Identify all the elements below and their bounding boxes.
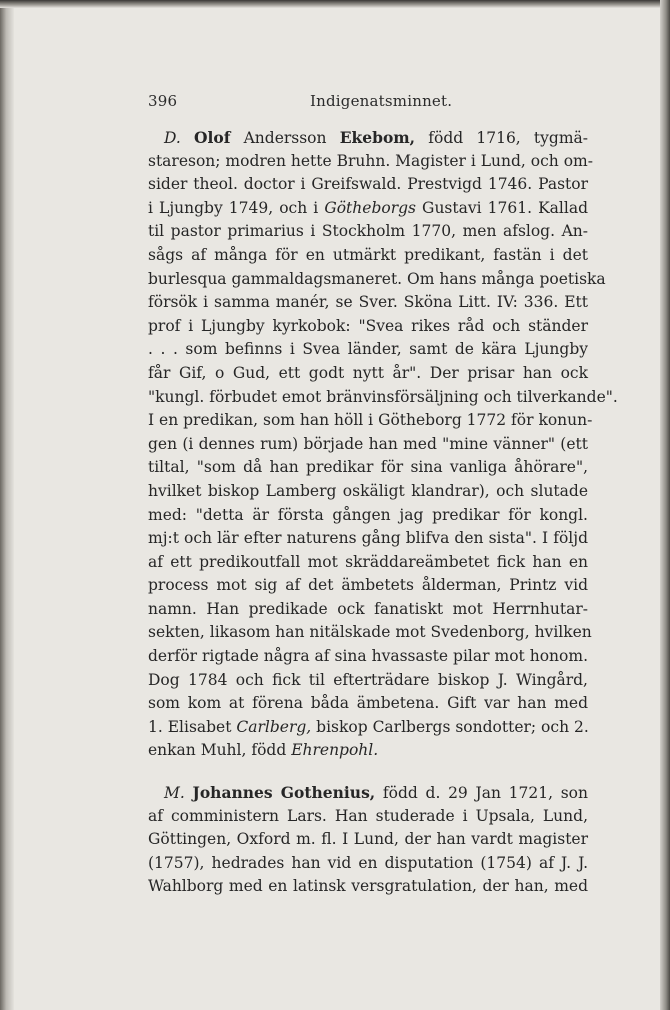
entry-johannes-gothenius (148, 781, 588, 899)
text-segment: född 1716, tygmä- (415, 129, 589, 147)
text-line (148, 291, 588, 315)
text-segment: 1. Elisabet (148, 717, 237, 736)
text-segment: Gustavi 1761. Kallad (415, 198, 588, 217)
text-segment: får Gif, o Gud, ett godt nytt år". Der prisar han ock (148, 363, 588, 382)
text-segment: af comministern Lars. Han studerade i Upsala, Lund, (148, 806, 588, 825)
text-segment: mj:t och lär efter naturens gång blifva den sista". I följd (148, 529, 588, 548)
text-segment: tiltal, "som då han predikar för sina vanliga åhörare", (148, 458, 588, 477)
text-line (148, 828, 588, 852)
italic-text: Carlberg, (236, 717, 312, 736)
text-segment: I en predikan, som han höll i Götheborg 1772 för konun- (148, 411, 593, 430)
text-line (148, 781, 588, 805)
text-segment: i Ljungby 1749, och i (148, 198, 325, 217)
page-binding-shadow (0, 0, 14, 1010)
text-segment: med: "detta är första gången jag predikar för kongl. (148, 505, 588, 524)
text-line (148, 456, 588, 480)
text-segment: enkan Muhl, född (148, 741, 292, 760)
italic-text: M. (164, 784, 193, 803)
text-segment: född d. 29 Jan 1721, son (375, 784, 588, 803)
text-line (148, 433, 588, 457)
text-line (148, 621, 592, 645)
name-bold: Olof (194, 128, 231, 147)
text-line (148, 669, 588, 693)
text-segment: sågs af många för en utmärkt predikant, fastän i det (148, 245, 588, 264)
text-line (148, 805, 588, 829)
text-segment: (1757), hedrades han vid en disputation (1754) af J. J. (148, 853, 588, 872)
page-right-edge (660, 0, 670, 1010)
text-segment: prof i Ljungby kyrkobok: "Svea rikes råd och ständer (148, 316, 588, 335)
text-segment: til pastor primarius i Stockholm 1770, men afslog. An- (148, 222, 588, 241)
text-line (148, 315, 588, 339)
text-line (148, 197, 588, 221)
text-line (148, 338, 588, 362)
text-segment: hvilket biskop Lamberg oskäligt klandrar), och slutade (148, 481, 588, 500)
text-segment: Göttingen, Oxford m. fl. I Lund, der han vardt magister (148, 830, 588, 849)
name-bold: Ekebom, (339, 128, 416, 147)
entry-olof-ekebom (148, 126, 618, 763)
text-line (148, 386, 618, 410)
text-segment: derför rigtade några af sina hvassaste pilar mot honom. (148, 647, 588, 666)
paragraph-gap (148, 763, 588, 781)
italic-text: D. (164, 129, 194, 147)
text-line (148, 739, 588, 763)
text-line (148, 480, 588, 504)
text-line (148, 126, 588, 150)
text-line (148, 220, 588, 244)
text-segment: "kungl. förbudet emot bränvinsförsäljning och tilverkande". (148, 387, 618, 406)
text-line (148, 244, 588, 268)
text-line (148, 409, 593, 433)
text-line (148, 852, 588, 876)
text-segment: stareson; modren hette Bruhn. Magister i Lund, och om- (148, 151, 593, 170)
italic-text: Götheborgs (324, 198, 416, 217)
page-body (148, 126, 618, 899)
text-segment: Wahlborg med en latinsk versgratulation, der han, med (148, 877, 588, 896)
text-line (148, 150, 593, 174)
text-segment: af ett predikoutfall mot skräddareämbetet fick han en (148, 552, 588, 571)
text-line (148, 692, 588, 716)
text-segment: försök i samma manér, se Sver. Sköna Litt. IV: 336. Ett (148, 293, 588, 312)
name-bold: Johannes Gothenius, (192, 783, 376, 803)
text-line (148, 716, 588, 740)
text-line (148, 645, 588, 669)
text-line (148, 504, 588, 528)
text-line (148, 268, 606, 292)
text-segment: Andersson (230, 129, 340, 147)
text-segment: biskop Carlbergs sondotter; och 2. (311, 717, 589, 736)
page-top-edge (0, 0, 670, 8)
italic-text: Ehrenpohl. (291, 741, 379, 760)
text-segment: burlesqua gammaldagsmaneret. Om hans många poetiska (148, 269, 606, 288)
text-line (148, 551, 588, 575)
running-title: Indigenatsminnet. (310, 92, 453, 110)
text-segment: process mot sig af det ämbetets ålderman, Printz vid (148, 576, 588, 595)
text-line (148, 362, 588, 386)
text-line (148, 598, 588, 622)
text-line (148, 875, 588, 899)
text-segment: sider theol. doctor i Greifswald. Prestvigd 1746. Pastor (148, 175, 588, 194)
text-segment: sekten, likasom han nitälskade mot Svedenborg, hvilken (148, 623, 592, 642)
text-line (148, 527, 588, 551)
text-segment: . . . som befinns i Svea länder, samt de kära Ljungby (148, 340, 588, 359)
text-line (148, 574, 588, 598)
text-segment: gen (i dennes rum) började han med "mine vänner" (ett (148, 434, 588, 453)
text-segment: Dog 1784 och fick til efterträdare biskop J. Wingård, (148, 670, 588, 689)
text-segment: namn. Han predikade ock fanatiskt mot Herrnhutar- (148, 599, 588, 618)
page-number: 396 (148, 92, 178, 110)
text-segment: som kom at förena båda ämbetena. Gift var han med (148, 694, 588, 713)
text-line (148, 173, 588, 197)
